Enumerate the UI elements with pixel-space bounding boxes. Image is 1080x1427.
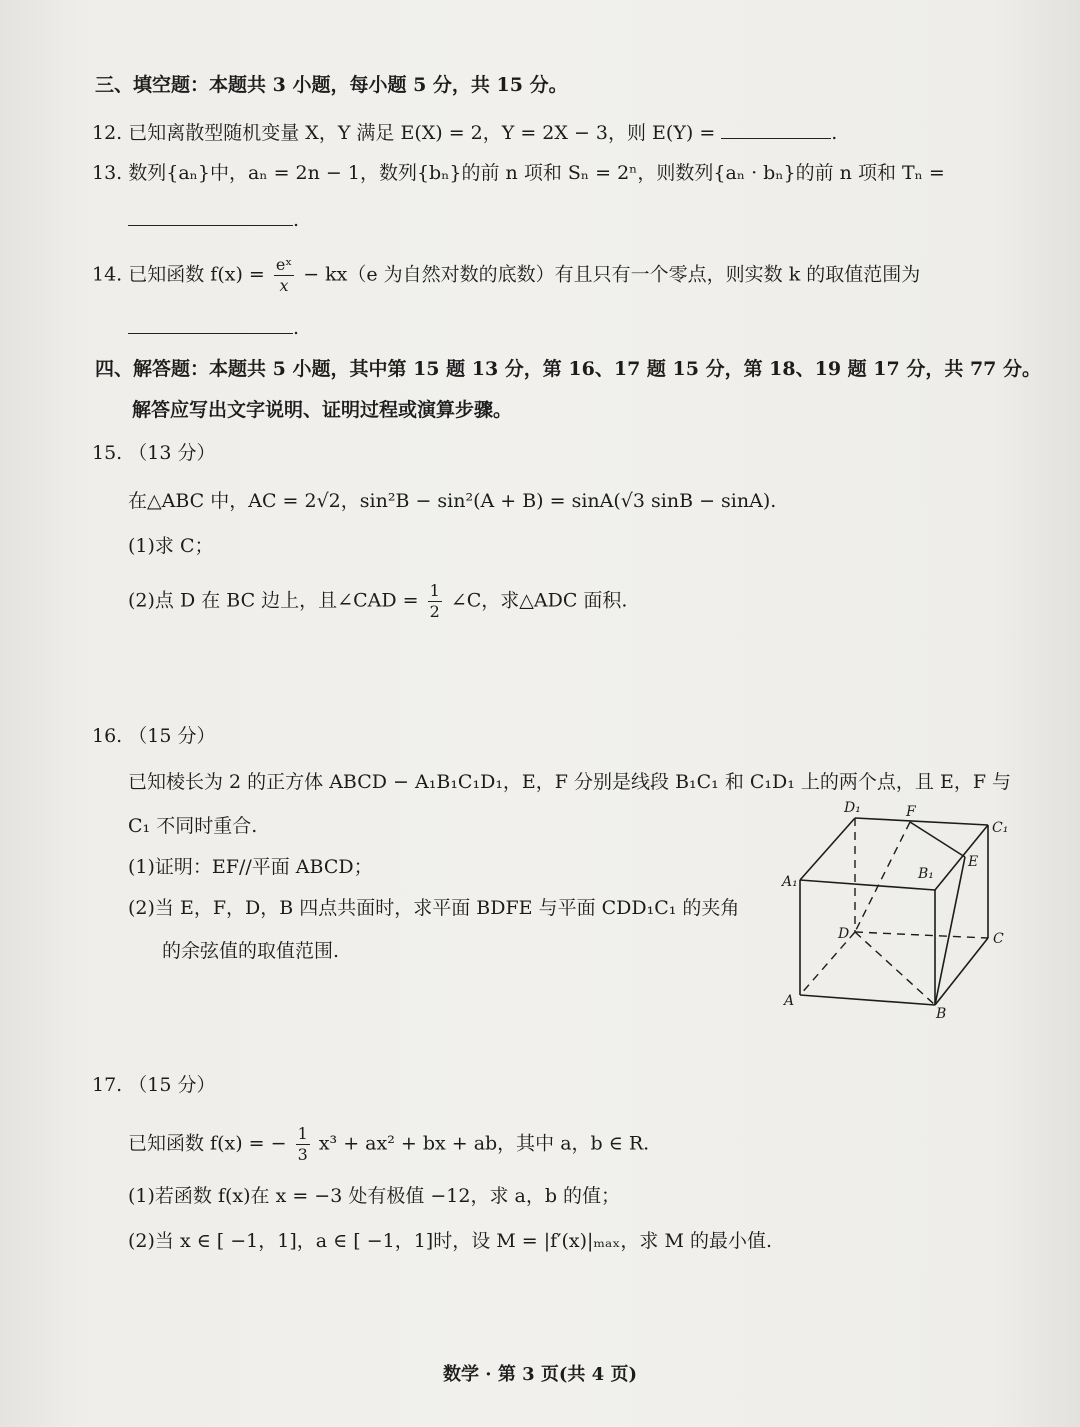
- label-A: A: [784, 993, 795, 1009]
- segment-FE: [910, 822, 965, 857]
- question-16-stem-line-2: C₁ 不同时重合.: [128, 815, 258, 837]
- page-footer: 数学 · 第 3 页(共 4 页): [443, 1364, 637, 1385]
- question-17-header: [92, 1072, 215, 1098]
- period: .: [293, 209, 300, 231]
- fraction: [296, 1126, 310, 1163]
- question-16-header: [92, 723, 215, 749]
- question-13: [92, 160, 945, 186]
- question-17-stem: [128, 1126, 649, 1163]
- edge-AB: [800, 995, 935, 1005]
- answer-blank[interactable]: [128, 313, 293, 334]
- fraction-denominator: x: [279, 276, 289, 295]
- stem-text-suffix: x³ + ax² + bx + ab，其中 a，b ∈ R.: [318, 1132, 650, 1155]
- edge-B1C1: [935, 825, 988, 890]
- label-E: E: [968, 854, 979, 870]
- question-12: [92, 118, 837, 146]
- edge-DC-hidden: [855, 932, 988, 938]
- question-text: 已知离散型随机变量 X，Y 满足 E(X) = 2，Y = 2X − 3，则 E(Y) =: [128, 122, 716, 144]
- label-A1: A₁: [782, 874, 798, 890]
- part-text-prefix: (2)点 D 在 BC 边上，且∠CAD =: [128, 589, 419, 612]
- section-4-heading: 四、解答题：本题共 5 小题，其中第 15 题 13 分，第 16、17 题 15 分，第 18、19 题 17 分，共 77 分。: [95, 358, 1042, 380]
- question-text: 数列{aₙ}中，aₙ = 2n − 1，数列{bₙ}的前 n 项和 Sₙ = 2ⁿ，则数列{aₙ · bₙ}的前 n 项和 Tₙ =: [128, 162, 945, 184]
- period: .: [293, 317, 300, 339]
- question-points: （15 分）: [128, 725, 216, 747]
- question-points: （13 分）: [128, 442, 216, 464]
- cube-figure: [770, 800, 1040, 1020]
- stem-text-prefix: 已知函数 f(x) = −: [128, 1132, 287, 1155]
- edge-A1D1: [800, 818, 855, 880]
- label-C1: C₁: [992, 820, 1009, 836]
- fraction-numerator: 1: [297, 1124, 308, 1143]
- segment-DB-hidden: [855, 932, 935, 1005]
- label-B1: B₁: [918, 866, 934, 882]
- label-D1: D₁: [844, 800, 861, 816]
- question-15-stem: 在△ABC 中，AC = 2√2，sin²B − sin²(A + B) = sinA(√3 sinB − sinA).: [128, 490, 777, 512]
- label-C: C: [993, 931, 1004, 947]
- edge-D1C1: [855, 818, 988, 825]
- question-15-header: [92, 440, 215, 466]
- edge-A1B1: [800, 880, 935, 890]
- question-number: 13.: [92, 162, 123, 184]
- answer-blank[interactable]: [721, 118, 831, 139]
- question-number: 14.: [92, 263, 123, 286]
- question-16-part-2-line-2: 的余弦值的取值范围.: [162, 940, 340, 962]
- question-16-stem-line-1: 已知棱长为 2 的正方体 ABCD − A₁B₁C₁D₁，E，F 分别是线段 B₁C₁ 和 C₁D₁ 上的两个点，且 E，F 与: [128, 771, 1012, 793]
- question-15-part-2: [128, 583, 627, 620]
- question-14: [92, 257, 920, 294]
- segment-EB: [935, 857, 965, 1005]
- period: .: [831, 122, 838, 144]
- question-14-answer-line: [128, 313, 299, 341]
- question-16-part-1: (1)证明：EF//平面 ABCD；: [128, 856, 373, 878]
- question-13-answer-line: [128, 205, 299, 233]
- question-number: 16.: [92, 725, 123, 747]
- label-B: B: [936, 1006, 947, 1020]
- question-text-prefix: 已知函数 f(x) =: [128, 263, 265, 286]
- fraction-numerator: eˣ: [275, 255, 293, 274]
- question-17-part-1: (1)若函数 f(x)在 x = −3 处有极值 −12，求 a，b 的值；: [128, 1185, 621, 1207]
- edge-BC: [935, 938, 988, 1005]
- segment-FD-hidden: [855, 822, 910, 932]
- part-text-suffix: ∠C，求△ADC 面积.: [450, 589, 628, 612]
- fraction-numerator: 1: [429, 581, 440, 600]
- question-points: （15 分）: [128, 1074, 216, 1096]
- question-17-part-2: (2)当 x ∈ [ −1，1]，a ∈ [ −1，1]时，设 M = |f′(x)|ₘₐₓ，求 M 的最小值.: [128, 1230, 772, 1252]
- fraction: [428, 583, 442, 620]
- question-number: 12.: [92, 122, 123, 144]
- section-4-subheading: 解答应写出文字说明、证明过程或演算步骤。: [132, 399, 513, 421]
- fraction: [274, 257, 294, 294]
- fraction-denominator: 2: [429, 602, 440, 621]
- section-3-heading: 三、填空题：本题共 3 小题，每小题 5 分，共 15 分。: [95, 74, 568, 96]
- question-number: 15.: [92, 442, 123, 464]
- label-D: D: [838, 926, 850, 942]
- question-15-part-1: (1)求 C；: [128, 535, 214, 557]
- fraction-denominator: 3: [297, 1145, 308, 1164]
- question-number: 17.: [92, 1074, 123, 1096]
- answer-blank[interactable]: [128, 205, 293, 226]
- question-text-suffix: − kx（e 为自然对数的底数）有且只有一个零点，则实数 k 的取值范围为: [303, 263, 921, 286]
- label-F: F: [906, 804, 916, 820]
- question-16-part-2-line-1: (2)当 E，F，D，B 四点共面时，求平面 BDFE 与平面 CDD₁C₁ 的夹角: [128, 897, 740, 919]
